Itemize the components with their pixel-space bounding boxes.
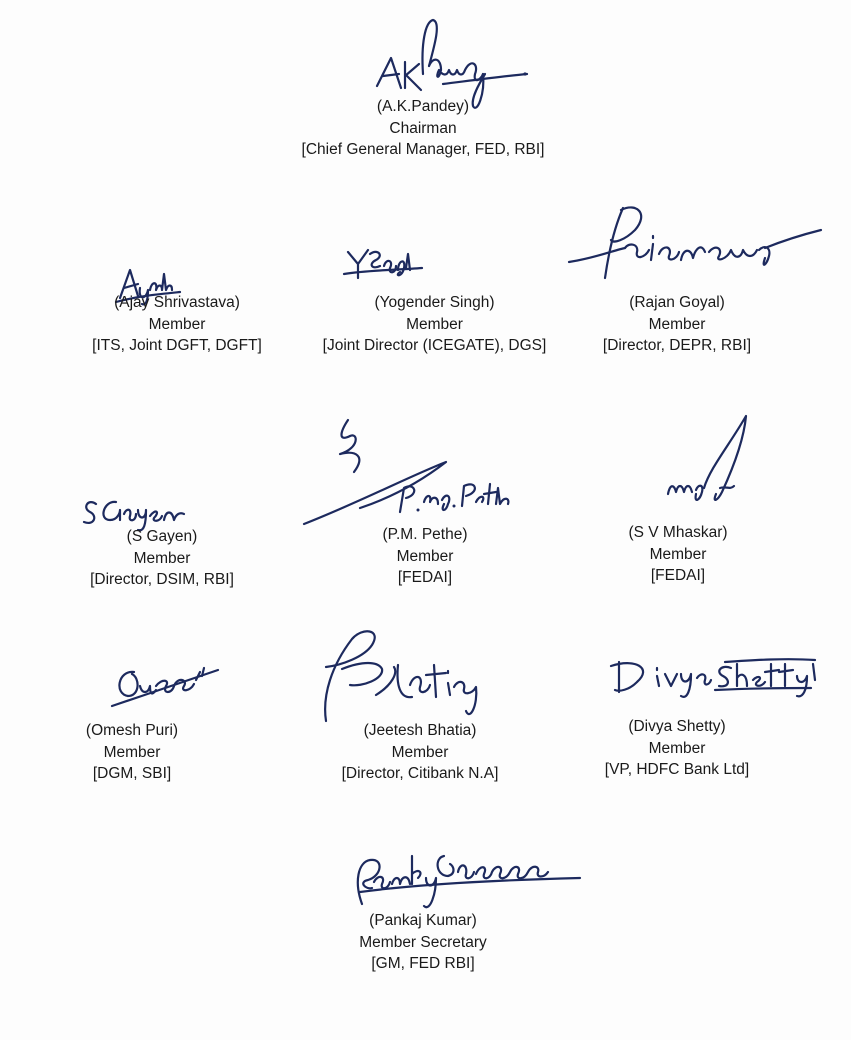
- signatory-name: (Ajay Shrivastava): [114, 294, 240, 311]
- signatory-name: (A.K.Pandey): [376, 98, 470, 115]
- signatory-name: (Jeetesh Bhatia): [363, 722, 477, 739]
- signature-pankaj-kumar: [340, 832, 590, 922]
- signatory-block-ajay-shrivastava: [62, 292, 292, 357]
- signatory-block-jeetesh-bhatia: [315, 720, 525, 785]
- signatory-designation: [DGM, SBI]: [92, 765, 172, 782]
- signatory-role: Member: [406, 315, 463, 333]
- signatory-role: Member: [649, 545, 707, 563]
- signatory-block-rajan-goyal: [572, 292, 782, 357]
- signatory-role: Member: [103, 743, 161, 761]
- signatory-designation: [Director, Citibank N.A]: [341, 765, 499, 782]
- signatory-name: (P.M. Pethe): [382, 526, 468, 543]
- signatory-designation: [FEDAI]: [397, 569, 453, 586]
- signatory-name: (Rajan Goyal): [629, 294, 725, 311]
- signatory-role: Member: [396, 547, 454, 565]
- signatory-name: (S Gayen): [126, 528, 198, 545]
- signatory-block-s-gayen: [62, 526, 262, 591]
- signatory-role: Chairman: [389, 119, 457, 137]
- signatory-block-omesh-puri: [62, 720, 202, 785]
- signatory-designation: [Joint Director (ICEGATE), DGS]: [322, 337, 547, 354]
- signatory-block-pankaj-kumar: [338, 910, 508, 975]
- signature-omesh-puri: [108, 656, 223, 716]
- signatory-designation: [ITS, Joint DGFT, DGFT]: [92, 337, 262, 354]
- signatory-name: (Divya Shetty): [628, 718, 726, 735]
- signatory-block-sv-mhaskar: [598, 522, 758, 587]
- signatory-designation: [Director, DEPR, RBI]: [602, 337, 752, 354]
- signature-jeetesh-bhatia: [302, 625, 492, 725]
- signatory-role: Member: [648, 315, 706, 333]
- signature-pm-pethe: [300, 412, 515, 532]
- signatory-block-divya-shetty: [582, 716, 772, 781]
- signatory-name: (Omesh Puri): [85, 722, 179, 739]
- signatory-role: Member: [391, 743, 449, 761]
- signatory-role: Member: [133, 549, 191, 567]
- signature-rajan-goyal: [565, 200, 825, 290]
- signatory-name: (S V Mhaskar): [628, 524, 728, 541]
- signature-yogender-singh: [338, 240, 428, 290]
- signature-divya-shetty: [605, 650, 830, 705]
- signatory-name: (Pankaj Kumar): [369, 912, 477, 929]
- signatory-block-chairman: [253, 96, 593, 161]
- signatory-designation: [FEDAI]: [650, 567, 706, 584]
- signatory-role: Member: [148, 315, 206, 333]
- signature-sv-mhaskar: [660, 408, 770, 518]
- signatory-role: Member: [648, 739, 706, 757]
- signatory-designation: [Chief General Manager, FED, RBI]: [301, 141, 545, 158]
- signatory-designation: [Director, DSIM, RBI]: [90, 571, 234, 588]
- signatory-block-yogender-singh: [292, 292, 577, 357]
- signatory-name: (Yogender Singh): [374, 294, 495, 311]
- signatory-block-pm-pethe: [345, 524, 505, 589]
- signatory-designation: [GM, FED RBI]: [371, 955, 475, 972]
- signatory-role: Member Secretary: [359, 933, 487, 951]
- signatory-designation: [VP, HDFC Bank Ltd]: [604, 761, 750, 778]
